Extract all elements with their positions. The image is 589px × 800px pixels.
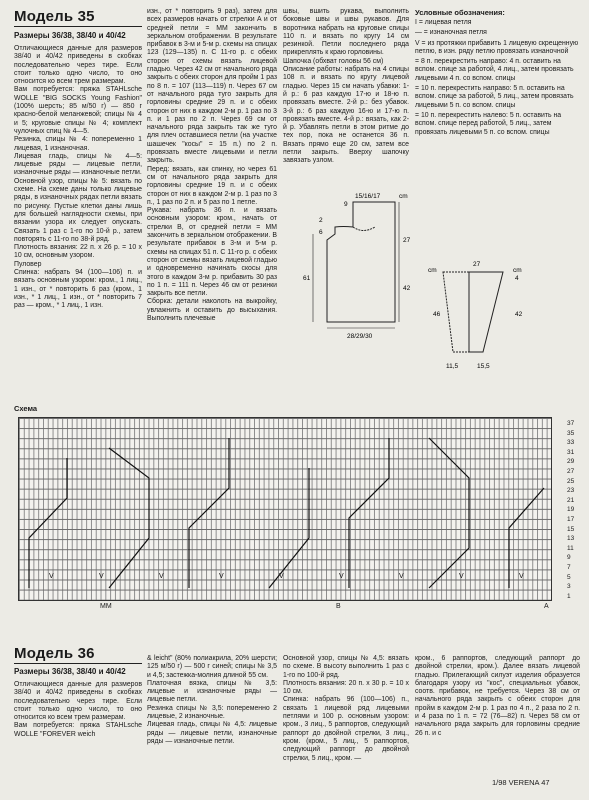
sleeve-label-11-5: 11,5	[446, 363, 459, 370]
model35-column-2	[147, 8, 277, 357]
model35-col1-paragraph: Пуловер	[14, 260, 42, 268]
sleeve-label-15-5: 15,5	[477, 363, 490, 370]
model36-column-2	[147, 655, 277, 781]
schema-row-number: 17	[567, 516, 575, 523]
schema-row-number: 7	[567, 564, 571, 571]
neckline	[353, 227, 375, 231]
schema-row-number: 33	[567, 439, 575, 447]
marker-a: А	[544, 603, 549, 610]
label-27: 27	[403, 237, 411, 244]
sleeve-label-4: 4	[515, 275, 519, 282]
schema-row-number: 11	[567, 544, 574, 552]
model35-title: Модель 35	[14, 8, 95, 25]
model35-col3-paragraph: швы, вшить рукава, выполнить боковые швы и швы рукавов. Для воротника набрать на круговые спицы 110 п. и вязать по кругу 14 см резинкой. Петли последнего ряда прикреплять к краю горловины.	[283, 8, 409, 57]
legend-item: — = изнаночная петля	[415, 29, 487, 37]
model35-sizes: Размеры 36/38, 38/40 и 40/42	[14, 31, 126, 40]
legend	[415, 8, 583, 139]
model36-col4-paragraph: кром., 6 раппортов, следующий раппорт до двойной стрелки, кром.). Далее вязать лицевой гладью. Прилегающий силуэт изделия образуется благодаря узору из "кос", специальных убавок, соотв. прибавок, не требуется. Через 38 см от начального ряда закрыть с обеих сторон для пройм в каждом 2-м р. 1 раз по 4 п., 2 раза по 2 п. и 4 раза по 1 п. = 72 (76—82) п. Через 58 см от начального ряда закрыть для горловины средние 26 п. и с	[415, 655, 580, 737]
model35-col3-paragraph: Описание работы: набрать на 4 спицы 108 п. и вязать по кругу лицевой гладью. Через 15 см начать убавки: 1-й р.: 6 раз каждую 17-ю и 18-ю п. провязать вместе. 2-й р.: без убавок. 3-й р.: 6 раз каждую 16-ю и 17-ю п. провязать вместе. 4-й р.: вязать, как 2-й р. Убавлять петли в этом ритме до тех пор, пока не останется 36 п. Вязать прямо еще 20 см, затем все петли закрыть. Вверху шапочку завязать узлом.	[283, 66, 409, 165]
label-42: 42	[403, 285, 411, 292]
legend-item: I = лицевая петля	[415, 19, 472, 26]
increase-symbol: V	[219, 573, 224, 580]
increase-symbol: V	[49, 573, 54, 580]
chart-cables	[19, 418, 551, 600]
sleeve-label-27: 27	[473, 261, 481, 268]
page-footer: 1/98 VERENA 47	[492, 778, 550, 787]
body-schematic	[313, 202, 399, 328]
schema-row-number: 13	[567, 535, 575, 543]
increase-symbol: V	[519, 573, 524, 580]
schema-row-number: 27	[567, 468, 575, 475]
cable-line	[269, 468, 309, 588]
schema-row-number: 23	[567, 487, 575, 495]
schema-row-number: 15	[567, 525, 575, 533]
legend-list	[415, 19, 583, 137]
model36-col2-paragraph: & leicht" (80% полиакрила, 20% шерсти; 125 м/50 г) — 500 г синей; спицы № 3,5 и 4,5; застежка-молния длиной 55 см.	[147, 655, 277, 679]
sleeve-label-46: 46	[433, 311, 441, 318]
label-9: 9	[344, 201, 348, 208]
sleeve-outline-dashed	[443, 272, 469, 352]
marker-mm: ММ	[100, 603, 112, 610]
model35-col1-paragraph: Плотность вязания: 22 п. х 26 р. = 10 х 10 см, основным узором.	[14, 244, 142, 260]
cable-line	[29, 458, 67, 588]
model36-col2-paragraph: Платочная вязка, спицы № 3,5: лицевые и изнаночные ряды — лицевые петли.	[147, 679, 277, 704]
body-upper-outline	[327, 202, 395, 252]
increase-symbol: V	[279, 573, 284, 580]
model36-column-3	[283, 655, 409, 781]
sleeve-label-cm-right: cm	[513, 267, 522, 274]
sleeve-label-cm-left: cm	[428, 267, 437, 274]
body-outline	[327, 252, 395, 322]
model35-column-1	[14, 45, 142, 357]
model35-col3-paragraph: Шапочка (обхват головы 56 см)	[283, 57, 384, 65]
schema-row-number: 1	[567, 592, 571, 600]
model35-col1-paragraph: Лицевая гладь, спицы № 4—5: лицевые ряды — лицевые петли, изнаночные ряды — изнаночные петли.	[14, 152, 142, 177]
schema-row-number: 31	[567, 448, 575, 456]
model35-column-3	[283, 8, 409, 180]
model36-sizes: Размеры 36/38, 38/40 и 40/42	[14, 667, 126, 676]
model36-col3-paragraph: Спинка: набрать 96 (100—106) п., связать 1 лицевой ряд лицевыми петлями и 100 р. основным узором: кром., 3 лиц., 5 раппортов, следующий раппорт до двойной стрелки, 3 лиц., кром. (кром., 5 лиц., 5 раппортов, следующий раппорт до двойной стрелки, 5 лиц., кром. —	[283, 696, 409, 762]
model36-col3-paragraph: Плотность вязания: 20 п. х 30 р. = 10 х 10 см.	[283, 679, 409, 696]
marker-b: В	[336, 603, 341, 610]
sleeve-schematic	[443, 272, 503, 352]
model36-col2-paragraph: Лицевая гладь, спицы № 4,5: лицевые ряды — лицевые петли, изнаночные ряды — изнаночные петли.	[147, 721, 277, 745]
increase-symbol: V	[459, 573, 464, 580]
model35-col2-paragraph: Рукава: набрать 36 п. и вязать основным узором: кром., начать от стрелки В, от средней петли = ММ закончить в зеркальном отображении. В результате прибавок в 3-м и 5-м р. схемы на спицах 51 п. С 11-го р. с обеих сторон от схемы вязать лицевой гладью и одновременно начинать скосы для этого в каждом 3-м р. прибавить 30 раз по 1 п. = 111 п. Через 46 см от резинки закрыть все петли.	[147, 207, 277, 298]
model36-col1-paragraph: Вам потребуется: пряжа STAHLsche WOLLE "FOREVER weich	[14, 722, 142, 738]
knitting-chart-grid	[18, 417, 552, 601]
legend-title: Условные обозначения:	[415, 8, 505, 17]
model35-col2-paragraph: изн., от * повторить 9 раз), затем для всех размеров начать от стрелки А и от средней петли = ММ закончить в зеркальном отображении. В результате прибавок в 3-м и 5-м р. схемы на спицах 123 (129—135) п. С 11-го р. с обеих сторон от схемы вязать лицевой гладью. Через 42 см от начального ряда закрыть с обеих сторон для пройм 1 раз по 8 п. = 107 (113—119) п. Через 67 см от начального ряда тугo закрыть для горловины средние 29 п. и с обеих сторон от них в каждом 2-м р. 1 раз по 3 п. и 1 раз по 2 п. Через 69 см от начального ряда закрыть так же туго для плеч оставшиеся петли (на участке шашечек "косы" = 15 п.) по 2 п. провязать вместе лицевыми и петли закрыть.	[147, 8, 277, 165]
model35-col2-paragraph: Сборка: детали наколоть на выкройку, увлажнить и оставить до высыхания. Выполнить плечевые	[147, 298, 277, 322]
legend-item: = 10 п. перекрестить налево: 5 п. оставить на вспом. спице перед работой, 5 лиц., затем провязать лицевыми 5 п. со вспом. спицы	[415, 111, 562, 136]
schema-row-number: 9	[567, 554, 571, 562]
label-6: 6	[319, 229, 323, 236]
label-neck: 15/16/17	[355, 193, 381, 200]
schema-row-number: 5	[567, 573, 571, 581]
model35-col1-paragraph: Резинка, спицы № 4: попеременно 1 лицевая, 1 изнаночная.	[14, 136, 142, 152]
cable-line	[509, 488, 544, 588]
increase-symbol: V	[99, 573, 104, 580]
pattern-diagrams	[283, 182, 583, 370]
schema-row-number: 21	[567, 496, 575, 504]
sleeve-outline-left	[469, 272, 503, 352]
increase-symbol: V	[399, 573, 404, 580]
sleeve-label-42: 42	[515, 311, 523, 318]
cable-line	[189, 438, 229, 588]
cable-line	[429, 438, 469, 588]
model35-col1-paragraph: Основной узор, спицы № 5: вязать по схеме. На схеме даны только лицевые ряды, в изнаночных рядах петли вязать по рисунку. Пустые клетки даны лишь для большей наглядности схемы, при вязании узора их следует опускать. Связать 1 раз с 1-го по 10-й р., затем повторять с 11-го по 38-й ряд.	[14, 177, 142, 243]
model35-title-rule	[14, 26, 142, 27]
model35-col1-paragraph: Вам потребуется: пряжа STAHLsche WOLLE "BIG SOCKS Young Fashion" (100% шерсть; 85 м/50 г) — 850 г красно-белой меланжевой; спицы № 4 и 5; круговые спицы № 4; комплект чулочных спиц № 4—5.	[14, 86, 142, 135]
model36-title: Модель 36	[14, 645, 95, 662]
legend-item: = 8 п. перекрестить направо: 4 п. оставить на вспом. спице за работой, 4 лиц., затем провязать лицевыми 4 п. со вспом. спицы	[415, 58, 574, 82]
label-2: 2	[319, 217, 323, 224]
schema-label: Схема	[14, 404, 38, 413]
legend-item: V = из протяжки прибавить 1 лицевую скрещенную петлю, в изн. ряду петлю провязать изнаночной	[415, 39, 579, 55]
model36-col3-paragraph: Основной узор, спицы № 4,5: вязать по схеме. В высоту выполнить 1 раз с 1-го по 100-й ряд.	[283, 655, 409, 679]
increase-symbol: V	[339, 573, 344, 580]
model36-column-1	[14, 681, 142, 781]
cable-line	[349, 438, 389, 588]
label-bottom: 28/29/30	[347, 333, 373, 340]
schema-row-number: 29	[567, 458, 575, 466]
schema-row-number: 37	[567, 420, 575, 427]
model36-column-4	[415, 655, 580, 773]
schema-row-number: 35	[567, 429, 575, 437]
label-cm: cm	[399, 193, 408, 200]
cable-line	[109, 448, 149, 588]
model36-col2-paragraph: Резинка спицы № 3,5: попеременно 2 лицевые, 2 изнаночные.	[147, 704, 277, 721]
label-61: 61	[303, 275, 311, 282]
model36-title-rule	[14, 663, 142, 664]
model35-col2-paragraph: Перед: вязать, как спинку, но через 61 см от начального ряда закрыть для горловины средние 19 п. и с обеих сторон от них в каждом 2-м р. 1 раз по 3 п., 1 раз по 2 п. и 5 раз по 1 петле.	[147, 165, 277, 206]
model35-col1-paragraph: Отличающиеся данные для размеров 38/40 и 40/42 приведены в скобках последовательно через тире. Если стоит только одно число, то оно относится ко всем трем размерам.	[14, 45, 142, 86]
schema-row-number: 19	[567, 506, 575, 514]
schema-row-number: 3	[567, 583, 571, 591]
increase-symbol: V	[159, 573, 164, 580]
schema-row-number: 25	[567, 477, 575, 485]
model36-col1-paragraph: Отличающиеся данные для размеров 38/40 и 40/42 приведены в скобках последовательно через тире. Если стоит только одно число, то оно относится ко всем трем размерам.	[14, 681, 142, 722]
model35-col1-paragraph: Спинка: набрать 94 (100—106) п. и вязать основным узором: кром., 1 лиц., 1 изн., от * повторить 6 раз (кром., 1 изн., * 1 лиц., 1 изн., от * повторить 7 раз — кром., * 1 лиц., 1 изн.	[14, 269, 142, 310]
legend-item: = 10 п. перекрестить направо: 5 п. оставить на вспом. спице за работой, 5 лиц., затем провязать лицевыми 5 п. со вспом. спицы	[415, 85, 574, 109]
